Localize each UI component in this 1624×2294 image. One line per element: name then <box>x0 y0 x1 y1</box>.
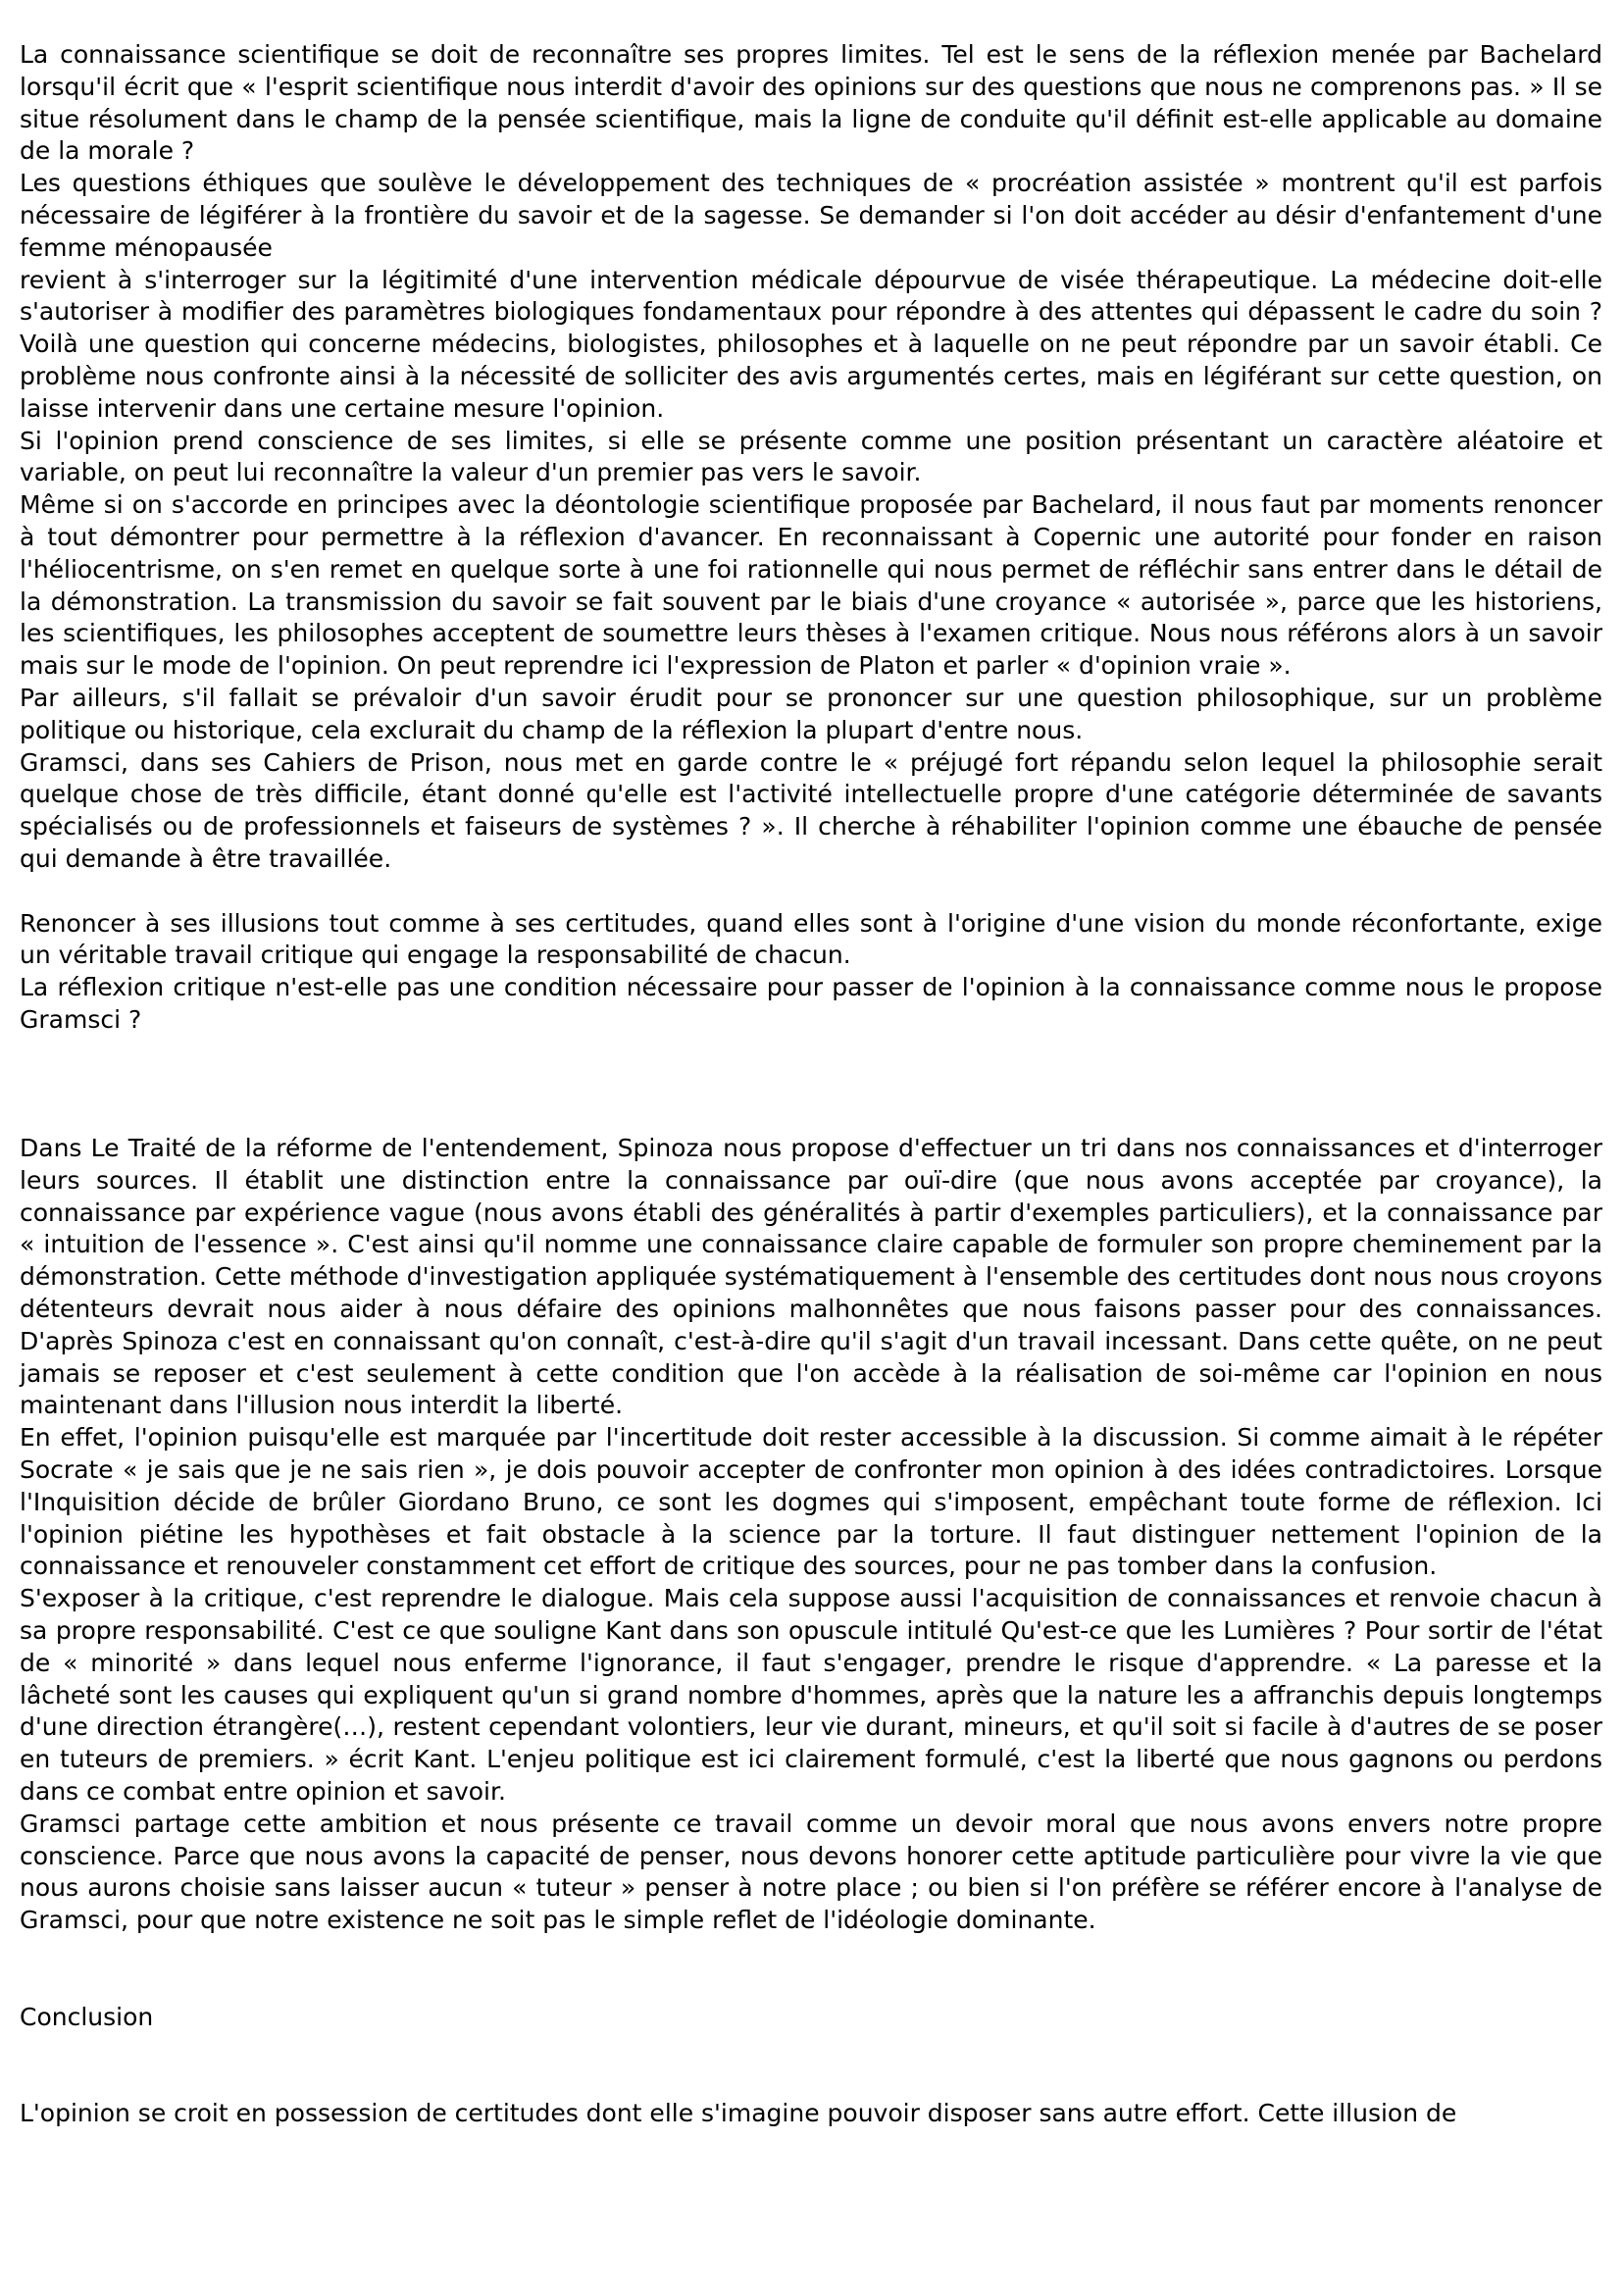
paragraph: Si l'opinion prend conscience de ses limites, si elle se présente comme une position présentant un caractère aléatoire et variable, on peut lui reconnaître la valeur d'un premier pas vers le savoir. <box>20 426 1602 487</box>
conclusion-paragraph: L'opinion se croit en possession de certitudes dont elle s'imagine pouvoir disposer sans autre effort. Cette illusion de <box>20 2099 1457 2127</box>
document-page <box>20 39 1602 2130</box>
paragraph: S'exposer à la critique, c'est reprendre le dialogue. Mais cela suppose aussi l'acquisition de connaissances et renvoie chacun à sa propre responsabilité. C'est ce que souligne Kant dans son opuscule intitulé Qu'est-ce que les Lumières ? Pour sortir de l'état de « minorité » dans lequel nous enferme l'ignorance, il faut s'engager, prendre le risque d'apprendre. « La paresse et la lâcheté sont les causes qui expliquent qu'un si grand nombre d'hommes, après que la nature les a affranchis depuis longtemps d'une direction étrangère(…), restent cependant volontiers, leur vie durant, mineurs, et qu'il soit si facile à d'autres de se poser en tuteurs de premiers. » écrit Kant. L'enjeu politique est ici clairement formulé, c'est la liberté que nous gagnons ou perdons dans ce combat entre opinion et savoir. <box>20 1584 1602 1807</box>
paragraph: Gramsci partage cette ambition et nous présente ce travail comme un devoir moral que nous avons envers notre propre conscience. Parce que nous avons la capacité de penser, nous devons honorer cette aptitude particulière pour vivre la vie que nous aurons choisie sans laisser aucun « tuteur » penser à notre place ; ou bien si l'on préfère se référer encore à l'analyse de Gramsci, pour que notre existence ne soit pas le simple reflet de l'idéologie dominante. <box>20 1809 1602 1935</box>
paragraph: Gramsci, dans ses Cahiers de Prison, nous met en garde contre le « préjugé fort répandu selon lequel la philosophie serait quelque chose de très difficile, étant donné qu'elle est l'activité intellectuelle propre d'une catégorie déterminée de savants spécialisés ou de professionnels et faiseurs de systèmes ? ». Il cherche à réhabiliter l'opinion comme une ébauche de pensée qui demande à être travaillée. <box>20 747 1602 873</box>
paragraph: Les questions éthiques que soulève le développement des techniques de « procréation assistée » montrent qu'il est parfois nécessaire de légiférer à la frontière du savoir et de la sagesse. Se demander si l'on doit accéder au désir d'enfantement d'une femme ménopausée <box>20 169 1602 262</box>
paragraph: revient à s'interroger sur la légitimité d'une intervention médicale dépourvue de visée thérapeutique. La médecine doit-elle s'autoriser à modifier des paramètres biologiques fondamentaux pour répondre à des attentes qui dépassent le cadre du soin ? Voilà une question qui concerne médecins, biologistes, philosophes et à laquelle on ne peut répondre par un savoir établi. Ce problème nous confronte ainsi à la nécessité de solliciter des avis argumentés certes, mais en légiférant sur cette question, on laisse intervenir dans une certaine mesure l'opinion. <box>20 265 1602 423</box>
paragraph: Même si on s'accorde en principes avec la déontologie scientifique proposée par Bachelard, il nous faut par moments renoncer à tout démontrer pour permettre à la réflexion d'avancer. En reconnaissant à Copernic une autorité pour fonder en raison l'héliocentrisme, on s'en remet en quelque sorte à une foi rationnelle qui nous permet de réfléchir sans entrer dans le détail de la démonstration. La transmission du savoir se fait souvent par le biais d'une croyance « autorisée », parce que les historiens, les scientifiques, les philosophes acceptent de soumettre leurs thèses à l'examen critique. Nous nous référons alors à un savoir mais sur le mode de l'opinion. On peut reprendre ici l'expression de Platon et parler « d'opinion vraie ». <box>20 490 1602 681</box>
paragraph: La réflexion critique n'est-elle pas une condition nécessaire pour passer de l'opinion à la connaissance comme nous le propose Gramsci ? <box>20 973 1602 1034</box>
conclusion-heading: Conclusion <box>20 2002 154 2031</box>
paragraph: En effet, l'opinion puisqu'elle est marquée par l'incertitude doit rester accessible à la discussion. Si comme aimait à le répéter Socrate « je sais que je ne sais rien », je dois pouvoir accepter de confronter mon opinion à des idées contradictoires. Lorsque l'Inquisition décide de brûler Giordano Bruno, ce sont les dogmes qui s'imposent, empêchant toute forme de réflexion. Ici l'opinion piétine les hypothèses et fait obstacle à la science par la torture. Il faut distinguer nettement l'opinion de la connaissance et renouveler constamment cet effort de critique des sources, pour ne pas tomber dans la confusion. <box>20 1423 1602 1581</box>
paragraph: Dans Le Traité de la réforme de l'entendement, Spinoza nous propose d'effectuer un tri dans nos connaissances et d'interroger leurs sources. Il établit une distinction entre la connaissance par ouï-dire (que nous avons acceptée par croyance), la connaissance par expérience vague (nous avons établi des généralités à partir d'exemples particuliers), et la connaissance par « intuition de l'essence ». C'est ainsi qu'il nomme une connaissance claire capable de formuler son propre cheminement par la démonstration. Cette méthode d'investigation appliquée systématiquement à l'ensemble des certitudes dont nous nous croyons détenteurs devrait nous aider à nous défaire des opinions malhonnêtes que nous faisons passer pour des connaissances. D'après Spinoza c'est en connaissant qu'on connaît, c'est-à-dire qu'il s'agit d'un travail incessant. Dans cette quête, on ne peut jamais se reposer et c'est seulement à cette condition que l'on accède à la réalisation de soi-même car l'opinion en nous maintenant dans l'illusion nous interdit la liberté. <box>20 1134 1602 1420</box>
paragraph: La connaissance scientifique se doit de reconnaître ses propres limites. Tel est le sens de la réflexion menée par Bachelard lorsqu'il écrit que « l'esprit scientifique nous interdit d'avoir des opinions sur des questions que nous ne comprenons pas. » Il se situe résolument dans le champ de la pensée scientifique, mais la ligne de conduite qu'il définit est-elle applicable au domaine de la morale ? <box>20 40 1602 166</box>
blank-line <box>20 1937 1602 2002</box>
blank-line <box>20 2033 1602 2098</box>
blank-line <box>20 1037 1602 1133</box>
paragraph: Par ailleurs, s'il fallait se prévaloir d'un savoir érudit pour se prononcer sur une question philosophique, sur un problème politique ou historique, cela exclurait du champ de la réflexion la plupart d'entre nous. <box>20 683 1602 744</box>
paragraph: Renoncer à ses illusions tout comme à ses certitudes, quand elles sont à l'origine d'une vision du monde réconfortante, exige un véritable travail critique qui engage la responsabilité de chacun. <box>20 908 1602 970</box>
blank-line <box>20 876 1602 908</box>
